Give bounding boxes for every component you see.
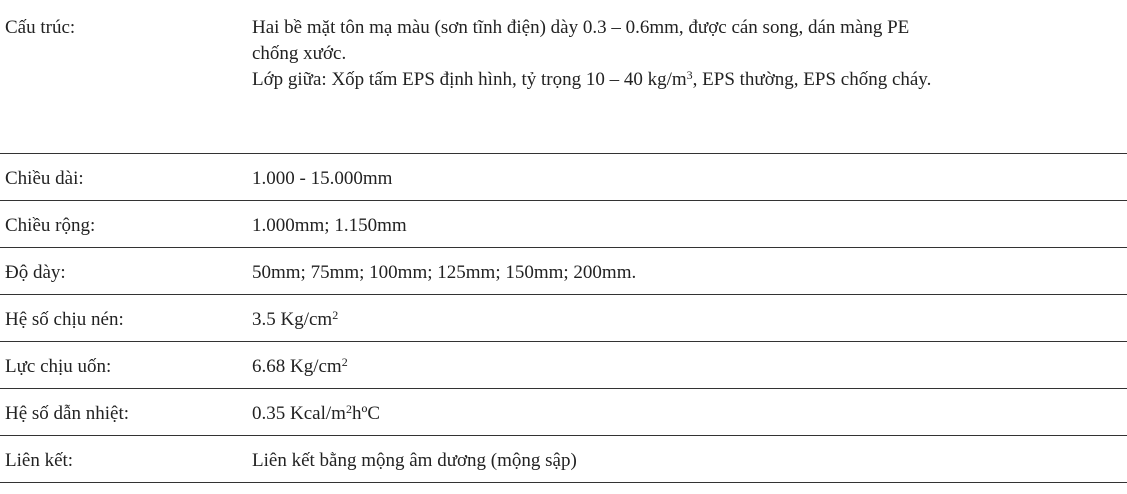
value-text: 6.68 Kg/cm — [252, 355, 342, 377]
value-text: 3.5 Kg/cm — [252, 308, 333, 330]
spec-row-thickness — [0, 247, 1127, 294]
spec-row-thermal — [0, 388, 1127, 435]
superscript: 2 — [332, 307, 339, 322]
value-text-rest: hºC — [351, 402, 381, 424]
spec-value: 1.000mm; 1.150mm — [252, 214, 407, 236]
superscript: 2 — [345, 401, 352, 416]
structure-line-3-rest: , EPS thường, EPS chống cháy. — [692, 69, 932, 90]
spec-value: 50mm; 75mm; 100mm; 125mm; 150mm; 200mm. — [252, 261, 637, 283]
structure-line-3 — [252, 67, 1127, 93]
spec-value: 1.000 - 15.000mm — [252, 167, 393, 189]
spec-label: Hệ số chịu nén: — [5, 308, 124, 330]
superscript: 2 — [341, 354, 348, 369]
structure-line-3-text: Lớp giữa: Xốp tấm EPS định hình, tỷ trọng 10 – 40 kg/m — [252, 69, 687, 90]
spec-row-structure — [0, 0, 1127, 153]
spec-value — [252, 0, 1127, 153]
value-text: 0.35 Kcal/m — [252, 402, 346, 424]
superscript: 3 — [686, 68, 693, 82]
spec-label: Cấu trúc: — [5, 17, 76, 38]
spec-label: Độ dày: — [5, 261, 66, 283]
spec-value: Liên kết bằng mộng âm dương (mộng sập) — [252, 449, 577, 471]
spec-label: Liên kết: — [5, 449, 74, 471]
spec-label: Hệ số dẫn nhiệt: — [5, 402, 130, 424]
spec-row-length — [0, 153, 1127, 200]
spec-label: Chiều rộng: — [5, 214, 96, 236]
spec-row-joint — [0, 435, 1127, 482]
spec-value — [252, 388, 1127, 435]
spec-row-compressive — [0, 294, 1127, 341]
spec-row-width — [0, 200, 1127, 247]
spec-value — [252, 294, 1127, 341]
structure-line-2: chống xước. — [252, 43, 347, 64]
structure-line-1: Hai bề mặt tôn mạ màu (sơn tĩnh điện) dày 0.3 – 0.6mm, được cán song, dán màng PE — [252, 17, 910, 38]
spec-row-bending — [0, 341, 1127, 388]
spec-label: Lực chịu uốn: — [5, 355, 112, 377]
spec-label: Chiều dài: — [5, 167, 84, 189]
spec-value — [252, 341, 1127, 388]
